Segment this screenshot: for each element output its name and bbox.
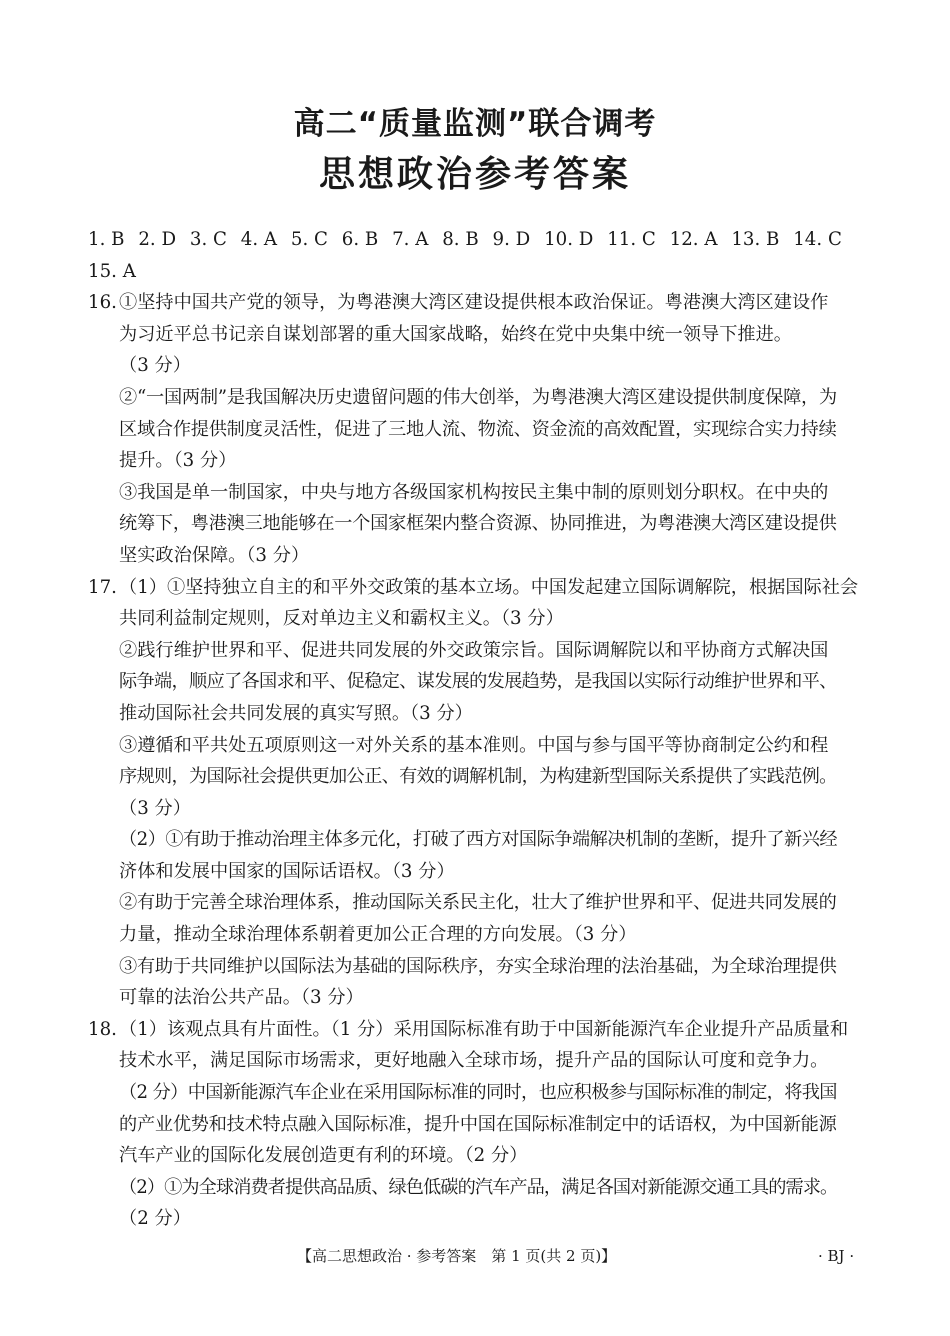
q16-line	[88, 287, 868, 319]
q18-text: （1）该观点具有片面性。（1 分）采用国际标准有助于中国新能源汽车企业提升产品质量和	[119, 1018, 849, 1040]
q18-line: （2 分）中国新能源汽车企业在采用国际标准的同时，也应积极参与国际标准的制定，将我国	[119, 1082, 837, 1104]
page-footer	[0, 1244, 950, 1266]
q17-line: 共同利益制定规则，反对单边主义和霸权主义。（3 分）	[119, 608, 564, 630]
mc-answer: 2. D	[138, 229, 177, 250]
q17-line: 力量，推动全球治理体系朝着更加公正合理的方向发展。（3 分）	[119, 924, 637, 946]
q17-line: 济体和发展中国家的国际话语权。（3 分）	[119, 860, 455, 882]
mc-answer: 10. D	[544, 229, 594, 250]
q17-line: ③遵循和平共处五项原则这一对外关系的基本准则。中国与参与国平等协商制定公约和程	[119, 734, 829, 756]
q16-text: ①坚持中国共产党的领导，为粤港澳大湾区建设提供根本政治保证。粤港澳大湾区建设作	[119, 292, 829, 314]
question-18	[88, 1014, 868, 1235]
q16-line: 为习近平总书记亲自谋划部署的重大国家战略，始终在党中央集中统一领导下推进。	[119, 323, 792, 345]
q16-line: ③我国是单一制国家，中央与地方各级国家机构按民主集中制的原则划分职权。在中央的	[119, 481, 829, 503]
q17-line: ②有助于完善全球治理体系，推动国际关系民主化，壮大了维护世界和平、促进共同发展的	[119, 892, 837, 914]
q16-line: 提升。（3 分）	[119, 450, 237, 472]
q18-line: （2 分）	[119, 1208, 191, 1230]
mc-answer: 7. A	[392, 229, 429, 250]
q18-line: 技术水平，满足国际市场需求，更好地融入全球市场，提升产品的国际认可度和竞争力。	[119, 1050, 829, 1072]
q17-line: ③有助于共同维护以国际法为基础的国际秩序，夯实全球治理的法治基础，为全球治理提供	[119, 955, 837, 977]
q17-line: （2）①有助于推动治理主体多元化，打破了西方对国际争端解决机制的垄断，提升了新兴经	[119, 829, 838, 851]
mc-answer: 3. C	[189, 229, 227, 250]
mc-answer: 1. B	[88, 229, 125, 250]
q16-line: （3 分）	[119, 355, 191, 377]
mc-answer: 8. B	[442, 229, 479, 250]
mc-answer: 5. C	[290, 229, 328, 250]
mc-answer: 11. C	[607, 229, 656, 250]
q16-line: 坚实政治保障。（3 分）	[119, 544, 310, 566]
q17-line: 推动国际社会共同发展的真实写照。（3 分）	[119, 702, 473, 724]
footer-text: 【高二思想政治 · 参考答案 第 1 页(共 2 页)】	[297, 1247, 617, 1265]
title-line-2: 思想政治参考答案	[318, 154, 631, 195]
q18-number: 18.	[88, 1018, 117, 1040]
mc-answer: 6. B	[341, 229, 379, 250]
footer-code: · BJ ·	[818, 1247, 855, 1265]
mc-answer-15: 15. A	[88, 260, 136, 282]
q18-line	[88, 1014, 868, 1046]
mc-answer: 4. A	[240, 229, 278, 250]
q17-line: ②践行维护世界和平、促进共同发展的外交政策宗旨。国际调解院以和平协商方式解决国	[119, 639, 829, 661]
q17-line	[88, 572, 868, 604]
mc-answer: 14. C	[793, 229, 842, 250]
q17-number: 17.	[88, 576, 117, 598]
q17-line: 可靠的法治公共产品。（3 分）	[119, 987, 364, 1009]
q17-text: （1）①坚持独立自主的和平外交政策的基本立场。中国发起建立国际调解院，根据国际社会	[119, 576, 859, 598]
q17-line: （3 分）	[119, 797, 191, 819]
question-17	[88, 572, 868, 1014]
q17-line: 序规则，为国际社会提供更加公正、有效的调解机制，为构建新型国际关系提供了实践范例。	[119, 766, 837, 788]
q17-line: 际争端，顺应了各国求和平、促稳定、谋发展的发展趋势，是我国以实际行动维护世界和平、	[119, 671, 837, 693]
q16-line: 统筹下，粤港澳三地能够在一个国家框架内整合资源、协同推进，为粤港澳大湾区建设提供	[119, 513, 837, 535]
answer-content	[88, 224, 868, 1235]
q18-line: 汽车产业的国际化发展创造更有利的环境。（2 分）	[119, 1145, 528, 1167]
title-line-1: 高二“质量监测”联合调考	[293, 106, 657, 142]
mc-answer: 12. A	[669, 229, 718, 250]
mc-answer: 9. D	[492, 229, 531, 250]
q18-line: 的产业优势和技术特点融入国际标准，提升中国在国际标准制定中的话语权，为中国新能源	[119, 1113, 837, 1135]
q16-line: ②“一国两制”是我国解决历史遗留问题的伟大创举，为粤港澳大湾区建设提供制度保障，为	[119, 386, 837, 408]
q16-number: 16.	[88, 292, 117, 314]
mc-answer: 13. B	[731, 229, 780, 250]
question-16	[88, 287, 868, 571]
q18-line: （2）①为全球消费者提供高品质、绿色低碳的汽车产品，满足各国对新能源交通工具的需求。	[119, 1176, 838, 1198]
q16-line: 区域合作提供制度灵活性，促进了三地人流、物流、资金流的高效配置，实现综合实力持续	[119, 418, 837, 440]
mc-answers-row	[88, 224, 842, 256]
